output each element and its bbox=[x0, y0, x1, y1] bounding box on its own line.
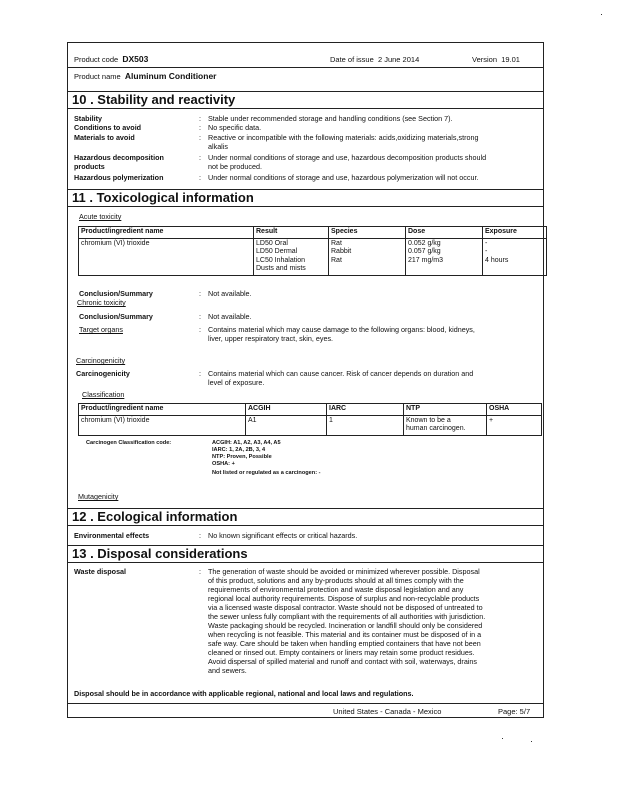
column-header: Product/ingredient name bbox=[79, 404, 246, 416]
colon: : bbox=[199, 312, 201, 321]
decomposition-label-cont: products bbox=[74, 162, 105, 171]
footer-region: United States - Canada - Mexico bbox=[333, 707, 442, 716]
acgih-cell: A1 bbox=[246, 415, 327, 435]
colon: : bbox=[199, 369, 201, 378]
polymerization-value: Under normal conditions of storage and use, hazardous polymerization will not occur. bbox=[208, 173, 479, 182]
carcinogenicity-label: Carcinogenicity bbox=[76, 369, 130, 378]
disposal-line: cleaned or rinsed out. Empty containers or liners may retain some product residues. bbox=[208, 648, 475, 657]
disposal-line: safe way. Care should be taken when handling emptied containers that have not been bbox=[208, 639, 481, 648]
materials-value-cont: alkalis bbox=[208, 142, 228, 151]
result-cell: LD50 Oral LD50 Dermal LC50 Inhalation Dusts and mists bbox=[254, 238, 329, 275]
ingredient-name: chromium (VI) trioxide bbox=[79, 415, 246, 435]
chronic-conclusion-label: Conclusion/Summary bbox=[79, 312, 153, 321]
date-of-issue: Date of issue 2 June 2014 bbox=[330, 55, 420, 64]
conditions-value: No specific data. bbox=[208, 123, 262, 132]
disposal-line: when recycling is not feasible. This material and its container must be disposed of in a bbox=[208, 630, 482, 639]
disposal-line: via a licensed waste disposal contractor. Waste should not be disposed of untreated to bbox=[208, 603, 483, 612]
ntp-cell: Known to be a human carcinogen. bbox=[404, 415, 487, 435]
stability-value: Stable under recommended storage and handling conditions (see Section 7). bbox=[208, 114, 453, 123]
waste-disposal-label: Waste disposal bbox=[74, 567, 127, 576]
carcinogen-code-label: Carcinogen Classification code: bbox=[86, 440, 172, 446]
environmental-effects-value: No known significant effects or critical hazards. bbox=[208, 531, 358, 540]
column-header: ACGIH bbox=[246, 404, 327, 416]
environmental-effects-label: Environmental effects bbox=[74, 531, 150, 540]
species-cell: Rat Rabbit Rat bbox=[329, 238, 406, 275]
colon: : bbox=[199, 173, 201, 182]
section-10-title: 10 . Stability and reactivity bbox=[67, 91, 544, 109]
column-header: Product/ingredient name bbox=[79, 227, 254, 239]
colon: : bbox=[199, 123, 201, 132]
chronic-toxicity-heading: Chronic toxicity bbox=[77, 298, 126, 307]
disposal-line: and sewers. bbox=[208, 666, 247, 675]
acute-toxicity-table bbox=[78, 226, 547, 276]
conditions-label: Conditions to avoid bbox=[74, 123, 142, 132]
carcinogen-code-line: ACGIH: A1, A2, A3, A4, A5 bbox=[212, 440, 281, 446]
carcinogen-code-line: IARC: 1, 2A, 2B, 3, 4 bbox=[212, 447, 266, 453]
carcinogenicity-heading: Carcinogenicity bbox=[76, 356, 126, 365]
product-code: Product code DX503 bbox=[74, 54, 149, 64]
section-12-title: 12 . Ecological information bbox=[67, 508, 544, 526]
footer-page-number: Page: 5/7 bbox=[498, 707, 531, 716]
disposal-line: Waste packaging should be recycled. Incineration or landfill should only be considered bbox=[208, 621, 483, 630]
footer-divider bbox=[67, 703, 544, 704]
column-header: Species bbox=[329, 227, 406, 239]
decomposition-value-cont: not be produced. bbox=[208, 162, 262, 171]
chronic-conclusion-value: Not available. bbox=[208, 312, 252, 321]
disposal-line: the sewer unless fully compliant with the requirements of all authorities with jurisdiction. bbox=[208, 612, 486, 621]
section-13-title: 13 . Disposal considerations bbox=[67, 545, 544, 563]
colon: : bbox=[199, 114, 201, 123]
conclusion-label: Conclusion/Summary bbox=[79, 289, 153, 298]
header-divider bbox=[67, 67, 544, 68]
column-header: NTP bbox=[404, 404, 487, 416]
version: Version 19.01 bbox=[472, 55, 520, 64]
column-header: IARC bbox=[327, 404, 404, 416]
decomposition-value: Under normal conditions of storage and use, hazardous decomposition products should bbox=[208, 153, 487, 162]
table-header-row bbox=[79, 227, 547, 239]
carcinogen-code-line: Not listed or regulated as a carcinogen: - bbox=[212, 470, 321, 476]
osha-cell: + bbox=[487, 415, 542, 435]
product-name: Product name Aluminum Conditioner bbox=[74, 71, 217, 81]
disposal-note: Disposal should be in accordance with applicable regional, national and local laws and regulations. bbox=[74, 689, 414, 698]
column-header: Result bbox=[254, 227, 329, 239]
disposal-line: Avoid dispersal of spilled material and runoff and contact with soil, waterways, drains bbox=[208, 657, 478, 666]
classification-table bbox=[78, 403, 542, 436]
colon: : bbox=[199, 567, 201, 576]
colon: : bbox=[199, 133, 201, 142]
scan-speck bbox=[502, 738, 503, 739]
decomposition-label: Hazardous decomposition bbox=[74, 153, 164, 162]
colon: : bbox=[199, 325, 201, 334]
disposal-line: requirements of environmental protection and waste disposal legislation and any bbox=[208, 585, 464, 594]
scan-speck bbox=[601, 14, 602, 15]
table-row bbox=[79, 238, 547, 275]
iarc-cell: 1 bbox=[327, 415, 404, 435]
disposal-line: of this product, solutions and any by-products should at all times comply with the bbox=[208, 576, 464, 585]
colon: : bbox=[199, 289, 201, 298]
dose-cell: 0.052 g/kg 0.057 g/kg 217 mg/m3 bbox=[406, 238, 483, 275]
target-organs-value-cont: liver, upper respiratory tract, skin, eyes. bbox=[208, 334, 334, 343]
column-header: Dose bbox=[406, 227, 483, 239]
target-organs-label: Target organs bbox=[79, 325, 123, 334]
carcinogen-code-line: NTP: Proven, Possible bbox=[212, 454, 272, 460]
table-row bbox=[79, 415, 542, 435]
ingredient-name: chromium (VI) trioxide bbox=[79, 238, 254, 275]
mutagenicity-heading: Mutagenicity bbox=[78, 492, 119, 501]
polymerization-label: Hazardous polymerization bbox=[74, 173, 164, 182]
section-11-title: 11 . Toxicological information bbox=[67, 189, 544, 207]
conclusion-value: Not available. bbox=[208, 289, 252, 298]
carcinogenicity-value: Contains material which can cause cancer. Risk of cancer depends on duration and bbox=[208, 369, 474, 378]
colon: : bbox=[199, 153, 201, 162]
exposure-cell: - - 4 hours bbox=[483, 238, 547, 275]
table-header-row bbox=[79, 404, 542, 416]
materials-value: Reactive or incompatible with the following materials: acids,oxidizing materials,strong bbox=[208, 133, 479, 142]
classification-heading: Classification bbox=[82, 390, 125, 399]
colon: : bbox=[199, 531, 201, 540]
disposal-line: The generation of waste should be avoided or minimized wherever possible. Disposal bbox=[208, 567, 480, 576]
materials-label: Materials to avoid bbox=[74, 133, 135, 142]
target-organs-value: Contains material which may cause damage to the following organs: blood, kidneys, bbox=[208, 325, 475, 334]
acute-toxicity-heading: Acute toxicity bbox=[79, 212, 122, 221]
column-header: OSHA bbox=[487, 404, 542, 416]
disposal-line: regional local authority requirements. Dispose of surplus and non-recyclable products bbox=[208, 594, 480, 603]
carcinogenicity-value-cont: level of exposure. bbox=[208, 378, 265, 387]
carcinogen-code-line: OSHA: + bbox=[212, 461, 235, 467]
column-header: Exposure bbox=[483, 227, 547, 239]
scan-speck bbox=[531, 741, 532, 742]
stability-label: Stability bbox=[74, 114, 102, 123]
